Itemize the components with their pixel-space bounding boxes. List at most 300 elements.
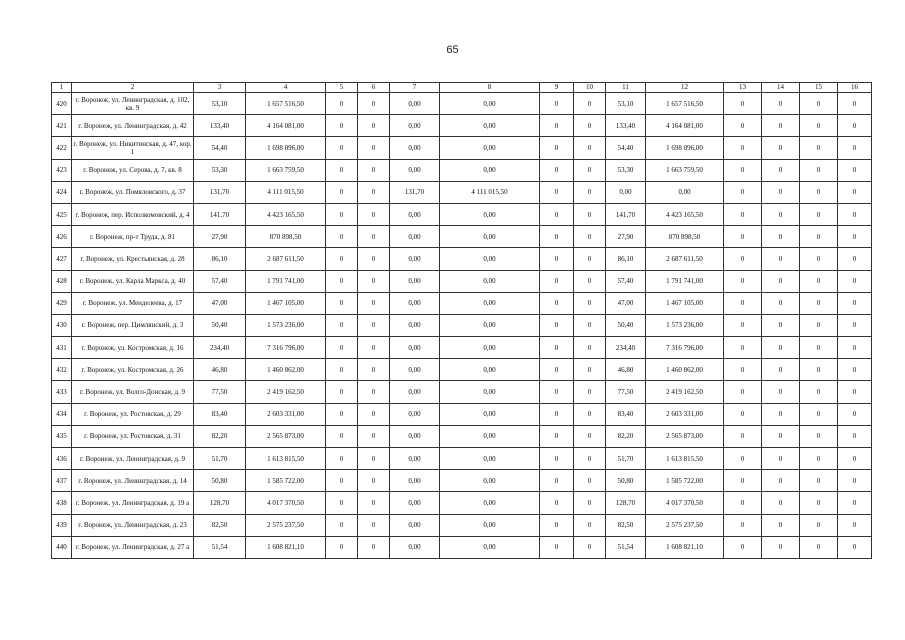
- table-cell: 1 698 096,00: [646, 137, 724, 159]
- table-cell: 0,00: [440, 226, 540, 248]
- table-cell: 1 573 236,00: [246, 314, 326, 336]
- table-cell: 0,00: [390, 93, 440, 115]
- table-cell: 0: [724, 514, 762, 536]
- table-cell: 0: [540, 292, 574, 314]
- table-cell: 47,00: [194, 292, 246, 314]
- table-row: [52, 292, 872, 314]
- address-cell: г. Воронеж, ул. Ленинградская, д. 19 а: [72, 492, 194, 514]
- table-cell: 0: [724, 425, 762, 447]
- table-cell: 0: [540, 226, 574, 248]
- table-cell: 0: [326, 270, 358, 292]
- table-cell: 0,00: [440, 137, 540, 159]
- table-cell: 0: [800, 470, 838, 492]
- table-cell: 1 460 862,00: [646, 359, 724, 381]
- table-cell: 0: [358, 181, 390, 203]
- table-cell: 0: [762, 359, 800, 381]
- table-cell: 133,40: [606, 115, 646, 137]
- table-cell: 437: [52, 470, 72, 492]
- table-cell: 50,80: [606, 470, 646, 492]
- table-cell: 0: [762, 425, 800, 447]
- table-cell: 83,40: [606, 403, 646, 425]
- table-cell: 870 898,50: [646, 226, 724, 248]
- table-row: [52, 314, 872, 336]
- table-cell: 0: [326, 159, 358, 181]
- page-number: 65: [446, 44, 459, 56]
- table-cell: 0: [326, 337, 358, 359]
- table-row: [52, 381, 872, 403]
- table-cell: 50,40: [194, 314, 246, 336]
- address-cell: г. Воронеж, ул. Ленинградская, д. 42: [72, 115, 194, 137]
- table-cell: 7 316 796,00: [646, 337, 724, 359]
- table-cell: 0: [838, 536, 872, 558]
- table-cell: 51,70: [194, 448, 246, 470]
- table-cell: 423: [52, 159, 72, 181]
- table-row: [52, 425, 872, 447]
- column-header: 13: [724, 83, 762, 93]
- table-cell: 0: [724, 470, 762, 492]
- table-cell: 0: [762, 492, 800, 514]
- table-cell: 0: [358, 514, 390, 536]
- table-cell: 0,00: [440, 514, 540, 536]
- column-header: 11: [606, 83, 646, 93]
- address-cell: г. Воронеж, ул. Серова, д. 7, кв. 8: [72, 159, 194, 181]
- table-cell: 47,00: [606, 292, 646, 314]
- table-cell: 0,00: [440, 403, 540, 425]
- table-cell: 0: [724, 403, 762, 425]
- table-cell: 1 657 516,50: [646, 93, 724, 115]
- table-cell: 1 613 815,50: [646, 448, 724, 470]
- table-cell: 0,00: [390, 403, 440, 425]
- address-cell: г. Воронеж, ул. Ленинградская, д. 102, кв. 9: [72, 93, 194, 115]
- table-cell: 0,00: [440, 115, 540, 137]
- table-cell: 0: [574, 292, 606, 314]
- table-cell: 426: [52, 226, 72, 248]
- table-cell: 0: [762, 381, 800, 403]
- table-cell: 439: [52, 514, 72, 536]
- table-cell: 0: [800, 115, 838, 137]
- table-cell: 46,80: [606, 359, 646, 381]
- table-cell: 0: [800, 514, 838, 536]
- table-cell: 0: [800, 448, 838, 470]
- table-cell: 0: [838, 492, 872, 514]
- table-cell: 0: [762, 514, 800, 536]
- table-cell: 0: [800, 337, 838, 359]
- table-cell: 0: [326, 314, 358, 336]
- table-cell: 430: [52, 314, 72, 336]
- address-cell: г. Воронеж, ул. Карла Маркса, д. 40: [72, 270, 194, 292]
- table-row: [52, 226, 872, 248]
- table-cell: 0,00: [440, 93, 540, 115]
- table-row: [52, 159, 872, 181]
- table-cell: 434: [52, 403, 72, 425]
- table-cell: 0: [800, 248, 838, 270]
- table-cell: 440: [52, 536, 72, 558]
- table-cell: 0: [574, 226, 606, 248]
- table-cell: 0: [838, 137, 872, 159]
- table-cell: 0: [540, 203, 574, 225]
- table-cell: 0: [838, 381, 872, 403]
- table-cell: 0: [838, 248, 872, 270]
- table-cell: 86,10: [194, 248, 246, 270]
- table-cell: 57,40: [194, 270, 246, 292]
- table-cell: 0: [540, 403, 574, 425]
- table-cell: 133,40: [194, 115, 246, 137]
- table-cell: 0: [326, 470, 358, 492]
- table-cell: 1 467 105,00: [246, 292, 326, 314]
- column-header: 2: [72, 83, 194, 93]
- table-cell: 0: [762, 536, 800, 558]
- table-cell: 0: [540, 448, 574, 470]
- table-cell: 0,00: [390, 337, 440, 359]
- table-cell: 0,00: [390, 292, 440, 314]
- table-cell: 234,40: [606, 337, 646, 359]
- table-cell: 77,50: [194, 381, 246, 403]
- table-body: [52, 93, 872, 559]
- table-cell: 0: [838, 226, 872, 248]
- table-cell: 51,54: [606, 536, 646, 558]
- table-cell: 0: [800, 203, 838, 225]
- table-cell: 0,00: [390, 203, 440, 225]
- table-cell: 0: [574, 137, 606, 159]
- column-header: 9: [540, 83, 574, 93]
- table-cell: 0: [574, 514, 606, 536]
- table-cell: 0: [838, 403, 872, 425]
- table-cell: 0: [540, 381, 574, 403]
- table-cell: 0: [724, 492, 762, 514]
- table-cell: 0: [724, 226, 762, 248]
- table-cell: 420: [52, 93, 72, 115]
- table-row: [52, 248, 872, 270]
- table-cell: 0,00: [390, 536, 440, 558]
- table-cell: 0: [574, 359, 606, 381]
- table-cell: 128,70: [606, 492, 646, 514]
- table-cell: 2 419 162,50: [646, 381, 724, 403]
- table-cell: 0: [800, 159, 838, 181]
- table-cell: 0: [800, 93, 838, 115]
- table-cell: 0,00: [440, 425, 540, 447]
- table-cell: 2 575 237,50: [646, 514, 724, 536]
- table-cell: 0,00: [390, 226, 440, 248]
- address-cell: г. Воронеж, ул. Менделеева, д. 17: [72, 292, 194, 314]
- table-cell: 0: [800, 226, 838, 248]
- table-row: [52, 181, 872, 203]
- table-cell: 1 613 815,50: [246, 448, 326, 470]
- table-cell: 0,00: [440, 448, 540, 470]
- table-row: [52, 448, 872, 470]
- table-cell: 2 575 237,50: [246, 514, 326, 536]
- table-cell: 1 698 096,00: [246, 137, 326, 159]
- table-cell: 2 687 611,50: [646, 248, 724, 270]
- table-cell: 0: [838, 359, 872, 381]
- table-cell: 2 565 873,00: [646, 425, 724, 447]
- table-cell: 0: [540, 314, 574, 336]
- table-cell: 0: [358, 492, 390, 514]
- table-cell: 234,40: [194, 337, 246, 359]
- table-cell: 0: [358, 359, 390, 381]
- table-cell: 0: [724, 359, 762, 381]
- table-cell: 0,00: [390, 470, 440, 492]
- table-cell: 4 423 165,50: [646, 203, 724, 225]
- table-cell: 433: [52, 381, 72, 403]
- table-cell: 0: [574, 470, 606, 492]
- column-header: 4: [246, 83, 326, 93]
- table-cell: 0: [574, 403, 606, 425]
- table-cell: 0: [762, 314, 800, 336]
- address-cell: г. Воронеж, ул. Ростовская, д. 29: [72, 403, 194, 425]
- table-cell: 0: [724, 93, 762, 115]
- table-cell: 0: [326, 93, 358, 115]
- table-cell: 0,00: [390, 425, 440, 447]
- table-cell: 0: [838, 159, 872, 181]
- table-cell: 0: [762, 337, 800, 359]
- table-cell: 0: [540, 270, 574, 292]
- table-cell: 1 657 516,50: [246, 93, 326, 115]
- address-cell: г. Воронеж, ул. Крестьянская, д. 28: [72, 248, 194, 270]
- table-cell: 0: [724, 270, 762, 292]
- table-cell: 50,40: [606, 314, 646, 336]
- table-cell: 431: [52, 337, 72, 359]
- table-cell: 0: [574, 425, 606, 447]
- table-cell: 0: [800, 137, 838, 159]
- table-cell: 0: [800, 292, 838, 314]
- table-row: [52, 115, 872, 137]
- table-cell: 0: [762, 203, 800, 225]
- table-cell: 0: [326, 226, 358, 248]
- table-cell: 0: [540, 137, 574, 159]
- table-cell: 0: [326, 292, 358, 314]
- table-cell: 0: [540, 159, 574, 181]
- table-cell: 0: [326, 181, 358, 203]
- table-cell: 4 017 370,50: [246, 492, 326, 514]
- table-cell: 0,00: [440, 337, 540, 359]
- table-cell: 0: [724, 248, 762, 270]
- table-cell: 0: [358, 536, 390, 558]
- table-cell: 0: [358, 248, 390, 270]
- table-cell: 0: [838, 448, 872, 470]
- table-cell: 427: [52, 248, 72, 270]
- table-cell: 53,30: [194, 159, 246, 181]
- table-cell: 0: [762, 470, 800, 492]
- table-cell: 0,00: [440, 314, 540, 336]
- table-cell: 131,70: [390, 181, 440, 203]
- address-cell: г. Воронеж, ул. Волго-Донская, д. 9: [72, 381, 194, 403]
- table-cell: 1 573 236,00: [646, 314, 724, 336]
- table-cell: 0,00: [440, 270, 540, 292]
- table-cell: 4 111 015,50: [440, 181, 540, 203]
- table-row: [52, 536, 872, 558]
- table-cell: 54,40: [194, 137, 246, 159]
- table-cell: 0,00: [440, 359, 540, 381]
- table-cell: 0: [358, 470, 390, 492]
- table-cell: 2 565 873,00: [246, 425, 326, 447]
- table-cell: 0: [358, 93, 390, 115]
- table-row: [52, 93, 872, 115]
- table-cell: 0: [574, 314, 606, 336]
- table-row: [52, 492, 872, 514]
- table-cell: 4 017 370,50: [646, 492, 724, 514]
- table-cell: 870 898,50: [246, 226, 326, 248]
- table-cell: 0: [800, 359, 838, 381]
- table-cell: 0: [800, 381, 838, 403]
- table-cell: 0: [724, 115, 762, 137]
- table-cell: 435: [52, 425, 72, 447]
- table-cell: 1 608 821,10: [246, 536, 326, 558]
- table-row: [52, 359, 872, 381]
- table-cell: 2 603 331,00: [646, 403, 724, 425]
- table-cell: 1 585 722,00: [246, 470, 326, 492]
- column-header: 10: [574, 83, 606, 93]
- table-cell: 0,00: [390, 270, 440, 292]
- address-cell: г. Воронеж, ул. Костромская, д. 16: [72, 337, 194, 359]
- table-cell: 82,50: [606, 514, 646, 536]
- table-cell: 4 111 015,50: [246, 181, 326, 203]
- table-cell: 4 164 081,00: [246, 115, 326, 137]
- table-cell: 0: [724, 314, 762, 336]
- address-cell: г. Воронеж, пр-т Труда, д. 81: [72, 226, 194, 248]
- table-cell: 0: [574, 337, 606, 359]
- table-cell: 0: [326, 403, 358, 425]
- table-cell: 0: [540, 93, 574, 115]
- table-cell: 0: [800, 492, 838, 514]
- table-cell: 436: [52, 448, 72, 470]
- table-cell: 0,00: [606, 181, 646, 203]
- table-cell: 0: [574, 492, 606, 514]
- table-cell: 0: [724, 448, 762, 470]
- table-cell: 0: [574, 93, 606, 115]
- table-row: [52, 470, 872, 492]
- table-cell: 54,40: [606, 137, 646, 159]
- table-cell: 0: [574, 270, 606, 292]
- address-cell: г. Воронеж, ул. Костромская, д. 26: [72, 359, 194, 381]
- table-cell: 51,54: [194, 536, 246, 558]
- table-cell: 0: [326, 514, 358, 536]
- table-cell: 0: [724, 203, 762, 225]
- column-header: 5: [326, 83, 358, 93]
- table-cell: 27,90: [606, 226, 646, 248]
- table-cell: 0: [762, 159, 800, 181]
- table-cell: 0: [540, 181, 574, 203]
- table-cell: 0: [358, 270, 390, 292]
- table-cell: 0: [800, 536, 838, 558]
- table-cell: 0: [540, 470, 574, 492]
- column-header: 8: [440, 83, 540, 93]
- table-cell: 0,00: [440, 248, 540, 270]
- register-table: [51, 82, 872, 559]
- table-cell: 0: [838, 470, 872, 492]
- table-cell: 0: [838, 93, 872, 115]
- table-cell: 0: [574, 248, 606, 270]
- table-cell: 2 419 162,50: [246, 381, 326, 403]
- table-cell: 0: [800, 181, 838, 203]
- table-cell: 0: [762, 137, 800, 159]
- table-cell: 0: [724, 292, 762, 314]
- table-cell: 4 423 165,50: [246, 203, 326, 225]
- table-cell: 0,00: [440, 536, 540, 558]
- column-header: 3: [194, 83, 246, 93]
- table-cell: 82,20: [606, 425, 646, 447]
- table-cell: 0: [800, 425, 838, 447]
- table-cell: 0: [762, 292, 800, 314]
- table-cell: 438: [52, 492, 72, 514]
- table-cell: 0: [574, 115, 606, 137]
- table-cell: 0: [838, 314, 872, 336]
- header-row: [52, 83, 872, 93]
- table-cell: 0: [358, 203, 390, 225]
- table-cell: 0: [358, 226, 390, 248]
- address-cell: г. Воронеж, ул. Никитинская, д. 47, кор. 1: [72, 137, 194, 159]
- table-cell: 0: [800, 314, 838, 336]
- table-cell: 0: [358, 403, 390, 425]
- table-cell: 1 467 105,00: [646, 292, 724, 314]
- table-cell: 1 608 821,10: [646, 536, 724, 558]
- table-cell: 0: [724, 337, 762, 359]
- table-cell: 77,50: [606, 381, 646, 403]
- table-row: [52, 403, 872, 425]
- column-header: 16: [838, 83, 872, 93]
- table-cell: 0: [800, 270, 838, 292]
- column-header: 1: [52, 83, 72, 93]
- table-cell: 0: [838, 181, 872, 203]
- table-cell: 0: [540, 337, 574, 359]
- table-cell: 51,70: [606, 448, 646, 470]
- table-cell: 82,20: [194, 425, 246, 447]
- table-cell: 53,30: [606, 159, 646, 181]
- table-cell: 0: [724, 159, 762, 181]
- table-cell: 1 791 741,00: [646, 270, 724, 292]
- table-cell: 0,00: [440, 470, 540, 492]
- table-cell: 0: [326, 448, 358, 470]
- table-cell: 0: [574, 159, 606, 181]
- table-cell: 0: [358, 115, 390, 137]
- table-cell: 0,00: [390, 359, 440, 381]
- column-header: 6: [358, 83, 390, 93]
- column-header: 7: [390, 83, 440, 93]
- table-cell: 0,00: [390, 115, 440, 137]
- table-cell: 0: [326, 381, 358, 403]
- table-cell: 141,70: [194, 203, 246, 225]
- table-cell: 0: [724, 536, 762, 558]
- table-row: [52, 337, 872, 359]
- table-cell: 421: [52, 115, 72, 137]
- table-cell: 0,00: [390, 492, 440, 514]
- table-cell: 128,70: [194, 492, 246, 514]
- table-cell: 1 585 722,00: [646, 470, 724, 492]
- column-header: 12: [646, 83, 724, 93]
- table-cell: 141,70: [606, 203, 646, 225]
- table-cell: 53,10: [194, 93, 246, 115]
- table-row: [52, 137, 872, 159]
- table-cell: 0: [540, 425, 574, 447]
- table-row: [52, 270, 872, 292]
- table-row: [52, 514, 872, 536]
- table-cell: 0: [762, 403, 800, 425]
- table-cell: 0,00: [390, 248, 440, 270]
- table-cell: 0: [574, 181, 606, 203]
- table-cell: 425: [52, 203, 72, 225]
- address-cell: г. Воронеж, пер. Цимлянский, д. 3: [72, 314, 194, 336]
- table-cell: 46,80: [194, 359, 246, 381]
- table-cell: 0: [762, 270, 800, 292]
- table-cell: 0: [574, 536, 606, 558]
- table-cell: 0: [762, 248, 800, 270]
- table-cell: 131,70: [194, 181, 246, 203]
- table-cell: 0: [358, 137, 390, 159]
- table-cell: 0,00: [390, 137, 440, 159]
- table-cell: 27,90: [194, 226, 246, 248]
- table-cell: 0,00: [646, 181, 724, 203]
- table-cell: 0,00: [440, 203, 540, 225]
- table-cell: 0: [574, 203, 606, 225]
